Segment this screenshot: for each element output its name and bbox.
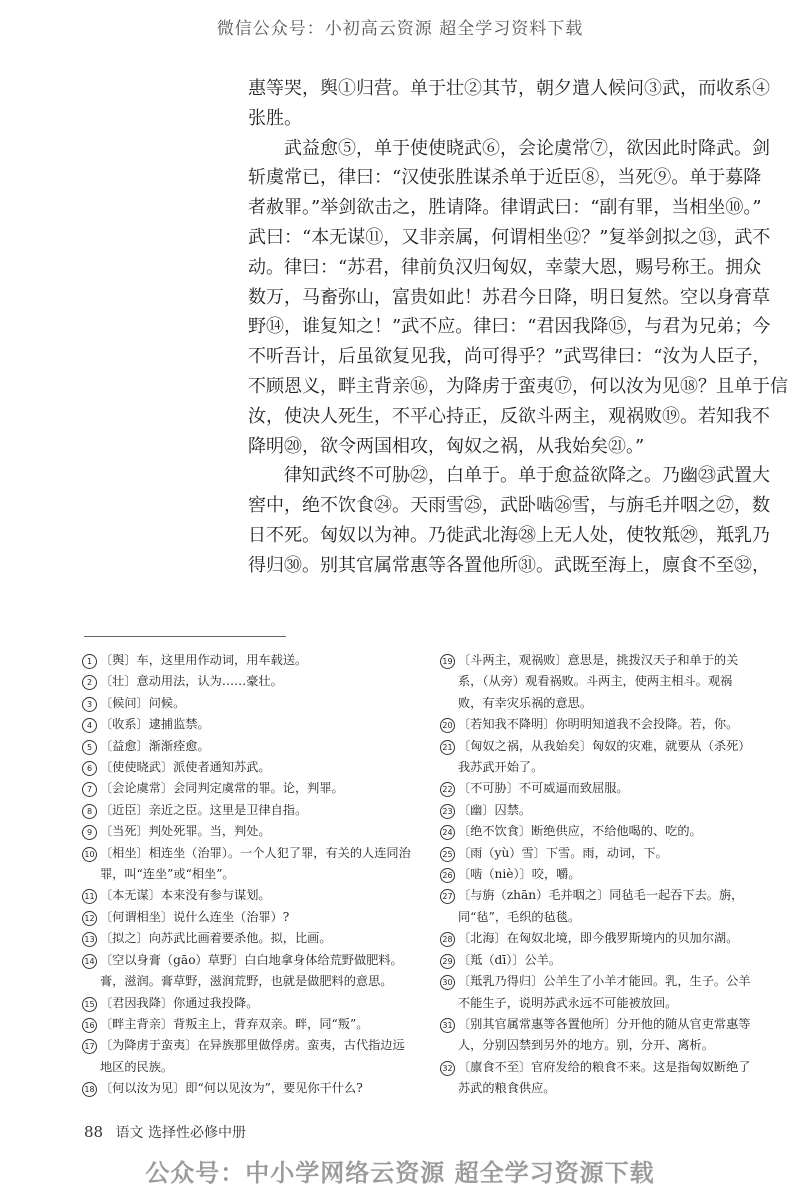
footnote-text: 〔羝乳乃得归〕公羊生了小羊才能回。乳，生子。公羊不能生子，说明苏武永远不可能被放回。	[458, 974, 751, 1010]
footnote-number: 14	[82, 954, 97, 969]
footnote	[440, 800, 755, 821]
footnote-number: 18	[82, 1082, 97, 1097]
footnote-number: 7	[82, 782, 97, 797]
footnote-number: 15	[82, 997, 97, 1012]
footnote	[440, 1014, 755, 1057]
footnote-text: 〔空以身膏（gāo）草野〕白白地拿身体给荒野做肥料。膏，滋润。膏草野，滋润荒野，也就是做肥料的意思。	[100, 952, 403, 989]
footnote-text: 〔若知我不降明〕你明明知道我不会投降。若，你。	[458, 717, 739, 732]
footnote-text: 〔为降虏于蛮夷〕在异族那里做俘虏。蛮夷，古代指边远地区的民族。	[100, 1038, 405, 1074]
text-line: 数万，马畜弥山，富贵如此！苏君今日降，明日复然。空以身膏草	[248, 286, 770, 308]
footnote	[440, 864, 755, 885]
footnote-number: 2	[82, 675, 97, 690]
text-line: 汝，使决人死生，不平心持正，反欲斗两主，观祸败⑲。若知我不	[248, 405, 770, 427]
footnote-text: 〔与旃（zhān）毛并咽之〕同毡毛一起吞下去。旃，同“毡”，毛织的毡毯。	[458, 888, 744, 924]
footnote-number: 9	[82, 825, 97, 840]
footnote-text: 〔匈奴之祸，从我始矣〕匈奴的灾难，就要从（杀死）我苏武开始了。	[458, 738, 751, 775]
footnote	[82, 950, 412, 993]
text-line: 者赦罪。”举剑欲击之，胜请降。律谓武曰：“副有罪，当相坐⑩。”	[248, 197, 762, 219]
footnote	[82, 757, 412, 778]
footnote-text: 〔不可胁〕不可威逼而致屈服。	[458, 781, 629, 796]
text-line: 斩虞常已，律曰：“汉使张胜谋杀单于近臣⑧，当死⑨。单于募降	[248, 167, 762, 189]
footnote-text: 〔近臣〕亲近之臣。这里是卫律自指。	[100, 802, 308, 817]
page-footer	[84, 1122, 246, 1142]
footnote-text: 〔候问〕问候。	[100, 695, 186, 710]
footnote-text: 〔益愈〕渐渐痊愈。	[100, 738, 210, 753]
footnote-number: 29	[440, 954, 455, 969]
text-line: 降明⑳，欲令两国相攻，匈奴之祸，从我始矣㉑。”	[248, 435, 645, 457]
footnote	[82, 1078, 412, 1099]
footnote-number: 21	[440, 740, 455, 755]
footnote-text: 〔绝不饮食〕断绝供应，不给他喝的、吃的。	[458, 824, 702, 839]
footnote	[440, 928, 755, 949]
footnote-text: 〔啮（niè）〕咬，嚼。	[458, 867, 581, 882]
footnote-number: 17	[82, 1039, 97, 1054]
footnote	[82, 843, 412, 886]
footnote-number: 32	[440, 1061, 455, 1076]
footnote-number: 30	[440, 975, 455, 990]
footnote-text: 〔会论虞常〕会同判定虞常的罪。论，判罪。	[100, 781, 344, 796]
footnote-divider	[84, 636, 286, 637]
footnote-text: 〔收系〕逮捕监禁。	[100, 717, 210, 732]
book-title: 语文 选择性必修中册	[115, 1125, 246, 1141]
footnote-text: 〔幽〕囚禁。	[458, 802, 532, 817]
footnote-number: 31	[440, 1018, 455, 1033]
footnote-number: 3	[82, 697, 97, 712]
footnote-number: 27	[440, 889, 455, 904]
footnote	[82, 821, 412, 842]
footnote-text: 〔羝（dī）〕公羊。	[458, 952, 562, 967]
footnote-number: 26	[440, 868, 455, 883]
footnote	[82, 671, 412, 692]
footnote	[82, 650, 412, 671]
main-text	[248, 74, 788, 581]
footnote-number: 1	[82, 654, 97, 669]
footnote-text: 〔舆〕车，这里用作动词，用车载送。	[100, 653, 308, 667]
footnote	[82, 714, 412, 735]
footnote	[440, 950, 755, 971]
footnote-text: 〔壮〕意动用法，认为……豪壮。	[100, 674, 283, 689]
footnote-number: 10	[82, 847, 97, 862]
footnote-text: 〔廪食不至〕官府发给的粮食不来。这是指匈奴断绝了苏武的粮食供应。	[458, 1059, 751, 1096]
footnote-number: 5	[82, 740, 97, 755]
text-line: 日不死。匈奴以为神。乃徙武北海㉘上无人处，使牧羝㉙，羝乳乃	[248, 524, 770, 546]
text-line: 武曰：“本无谋⑪，又非亲属，何谓相坐⑫？”复举剑拟之⑬，武不	[248, 226, 771, 248]
top-watermark-header: 微信公众号：小初高云资源 超全学习资料下载	[216, 19, 584, 39]
footnote	[440, 971, 755, 1014]
text-line: 窖中，绝不饮食㉔。天雨雪㉕，武卧啮㉖雪，与旃毛并咽之㉗，数	[248, 495, 770, 517]
footnote-text: 〔雨（yù）雪〕下雪。雨，动词，下。	[458, 845, 668, 860]
footnote-number: 28	[440, 932, 455, 947]
footnote-number: 23	[440, 804, 455, 819]
footnote-text: 〔君因我降〕你通过我投降。	[100, 995, 259, 1010]
footnote	[440, 1057, 755, 1100]
footnote	[82, 800, 412, 821]
footnote	[440, 650, 755, 714]
footnote-number: 19	[440, 654, 455, 669]
footnote-number: 4	[82, 718, 97, 733]
page-number: 88	[84, 1123, 104, 1141]
footnote-number: 12	[82, 911, 97, 926]
footnote-text: 〔别其官属常惠等各置他所〕分开他的随从官吏常惠等人，分别囚禁到另外的地方。别，分开、离析。	[458, 1016, 751, 1053]
footnote-number: 25	[440, 847, 455, 862]
footnote-text: 〔相坐〕相连坐（治罪）。一个人犯了罪，有关的人连同治罪，叫“连坐”或“相坐”。	[100, 845, 411, 882]
text-line: 不顾恩义，畔主背亲⑯，为降虏于蛮夷⑰，何以汝为见⑱？且单于信	[248, 375, 788, 397]
footnote	[82, 778, 412, 799]
text-line: 律知武终不可胁㉒，白单于。单于愈益欲降之。乃幽㉓武置大	[284, 465, 770, 487]
footnote-number: 20	[440, 718, 455, 733]
text-line: 动。律曰：“苏君，律前负汉归匈奴，幸蒙大恩，赐号称王。拥众	[248, 256, 762, 278]
footnote-text: 〔当死〕判处死罪。当，判处。	[100, 824, 271, 839]
footnote-number: 8	[82, 804, 97, 819]
footnote-text: 〔本无谋〕本来没有参与谋划。	[100, 888, 271, 903]
footnote	[82, 1014, 412, 1035]
footnote-text: 〔北海〕在匈奴北境，即今俄罗斯境内的贝加尔湖。	[458, 931, 739, 946]
footnote-number: 16	[82, 1018, 97, 1033]
bottom-watermark: 公众号：中小学网络云资源 超全学习资源下载	[145, 1159, 655, 1187]
footnote	[82, 736, 412, 757]
footnote	[82, 993, 412, 1014]
footnote-text: 〔拟之〕向苏武比画着要杀他。拟，比画。	[100, 931, 332, 946]
text-line: 野⑭，谁复知之！”武不应。律曰：“君因我降⑮，与君为兄弟；今	[248, 316, 771, 338]
footnote-text: 〔使使晓武〕派使者通知苏武。	[100, 760, 271, 775]
text-line: 武益愈⑤，单于使使晓武⑥，会论虞常⑦，欲因此时降武。剑	[284, 137, 770, 159]
footnote	[82, 907, 412, 928]
footnote-number: 22	[440, 782, 455, 797]
footnotes-right-column	[440, 650, 755, 1100]
text-line: 惠等哭，舆①归营。单于壮②其节，朝夕遣人候问③武，而收系④	[248, 78, 770, 99]
footnote-text: 〔何谓相坐〕说什么连坐（治罪）?	[100, 909, 290, 924]
footnote	[440, 885, 755, 928]
text-line: 不听吾计，后虽欲复见我，尚可得乎？”武骂律曰：“汝为人臣子，	[248, 346, 771, 368]
footnote	[440, 843, 755, 864]
footnote-number: 24	[440, 825, 455, 840]
text-line: 得归㉚。别其官属常惠等各置他所㉛。武既至海上，廪食不至㉜，	[248, 554, 770, 576]
footnote	[440, 714, 755, 735]
footnote-number: 11	[82, 889, 97, 904]
text-line: 张胜。	[248, 107, 302, 129]
footnote-text: 〔畔主背亲〕背叛主上，背弃双亲。畔，同“叛”。	[100, 1016, 369, 1031]
footnote-number: 6	[82, 761, 97, 776]
footnote	[82, 885, 412, 906]
footnote	[440, 778, 755, 799]
footnote-number: 13	[82, 932, 97, 947]
footnote-text: 〔斗两主，观祸败〕意思是，挑拨汉天子和单于的关系，（从旁）观看祸败。斗两主，使两主相斗。观祸败，有幸灾乐祸的意思。	[458, 653, 739, 710]
footnote	[82, 1035, 412, 1078]
footnote	[440, 821, 755, 842]
footnote	[440, 736, 755, 779]
footnotes-left-column	[82, 650, 412, 1100]
footnote-text: 〔何以汝为见〕即“何以见汝为”，要见你干什么?	[100, 1081, 363, 1096]
footnote	[82, 928, 412, 949]
footnote	[82, 693, 412, 714]
